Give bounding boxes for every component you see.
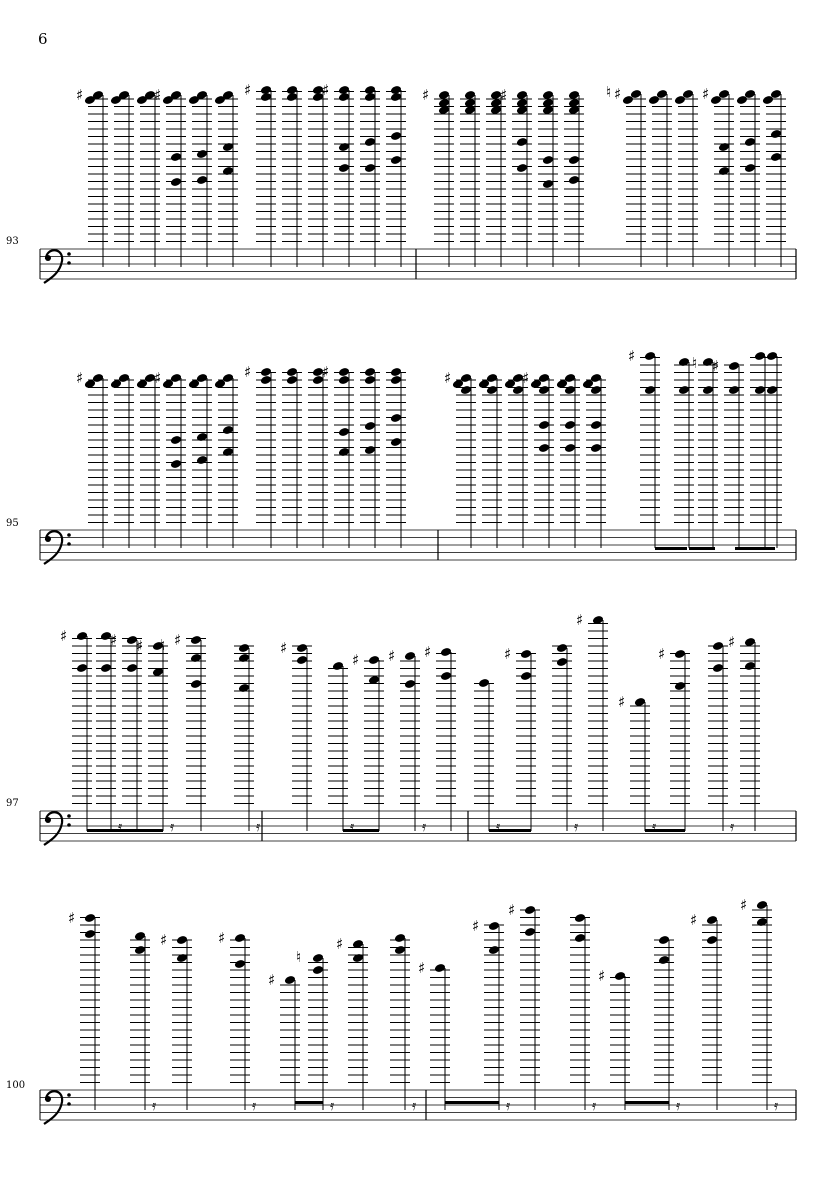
note-head (706, 935, 718, 945)
note-head (702, 385, 714, 395)
note-head (176, 935, 188, 945)
note-head (338, 375, 350, 385)
note-head (770, 152, 782, 162)
note-head (364, 367, 376, 377)
note-head (296, 643, 308, 653)
note-head (312, 965, 324, 975)
note-head (76, 663, 88, 673)
rest-icon: 𝄿 (256, 819, 261, 835)
note-head (364, 421, 376, 431)
sharp-icon: ♯ (268, 971, 276, 989)
beam (87, 829, 163, 832)
note-head (712, 663, 724, 673)
beam (655, 547, 687, 550)
note-head (364, 375, 376, 385)
note-head (564, 443, 576, 453)
rest-icon: 𝄿 (730, 819, 735, 835)
measure-number: 97 (6, 798, 19, 809)
sharp-icon: ♯ (728, 633, 736, 651)
note-head (520, 649, 532, 659)
beam (445, 1101, 499, 1104)
note-head (196, 455, 208, 465)
note-head (394, 945, 406, 955)
sharp-icon: ♯ (76, 86, 84, 104)
rest-icon: 𝄿 (574, 819, 579, 835)
note-head (404, 679, 416, 689)
sharp-icon: ♯ (690, 911, 698, 929)
sharp-icon: ♯ (576, 611, 584, 629)
sharp-icon: ♯ (418, 959, 426, 977)
note-head (76, 631, 88, 641)
note-head (126, 663, 138, 673)
rest-icon: 𝄿 (592, 1098, 597, 1114)
note-head (524, 927, 536, 937)
bass-clef-icon (67, 1093, 71, 1097)
note-head (284, 975, 296, 985)
note-head (644, 385, 656, 395)
note-head (190, 653, 202, 663)
note-head (170, 435, 182, 445)
note-head (196, 149, 208, 159)
bass-clef-icon (67, 542, 71, 546)
sharp-icon: ♯ (322, 363, 330, 381)
natural-icon: ♮ (692, 354, 698, 372)
sharp-icon: ♯ (174, 631, 182, 649)
note-head (234, 959, 246, 969)
note-head (368, 655, 380, 665)
note-head (170, 152, 182, 162)
sharp-icon: ♯ (352, 651, 360, 669)
note-head (364, 163, 376, 173)
note-head (556, 643, 568, 653)
note-head (712, 641, 724, 651)
note-head (728, 385, 740, 395)
rest-icon: 𝄿 (330, 1098, 335, 1114)
note-head (338, 447, 350, 457)
note-head (260, 367, 272, 377)
sharp-icon: ♯ (658, 645, 666, 663)
note-head (766, 385, 778, 395)
note-head (644, 351, 656, 361)
note-head (190, 635, 202, 645)
bass-clef-icon (67, 533, 71, 537)
bass-clef-icon (44, 812, 62, 845)
rest-icon: 𝄿 (118, 819, 123, 835)
note-head (754, 351, 766, 361)
beam (689, 547, 715, 550)
note-head (238, 653, 250, 663)
note-head (440, 647, 452, 657)
rest-icon: 𝄿 (422, 819, 427, 835)
sharp-icon: ♯ (154, 369, 162, 387)
beam (625, 1101, 669, 1104)
note-head (460, 385, 472, 395)
note-head (478, 678, 490, 688)
sharp-icon: ♯ (244, 81, 252, 99)
note-head (222, 447, 234, 457)
rest-icon: 𝄿 (152, 1098, 157, 1114)
bass-clef-icon (67, 261, 71, 265)
rest-icon: 𝄿 (652, 819, 657, 835)
sharp-icon: ♯ (522, 369, 530, 387)
note-head (568, 155, 580, 165)
note-head (260, 375, 272, 385)
sharp-icon: ♯ (500, 86, 508, 104)
note-head (364, 445, 376, 455)
note-head (754, 385, 766, 395)
note-head (312, 953, 324, 963)
note-head (390, 155, 402, 165)
bass-clef-icon (45, 536, 51, 542)
bass-clef-icon (44, 531, 62, 564)
sharp-icon: ♯ (740, 896, 748, 914)
note-head (568, 175, 580, 185)
sharp-icon: ♯ (628, 347, 636, 365)
note-head (238, 643, 250, 653)
note-head (190, 679, 202, 689)
note-head (170, 459, 182, 469)
bass-clef-icon (45, 817, 51, 823)
note-head (404, 651, 416, 661)
note-head (170, 177, 182, 187)
note-head (564, 385, 576, 395)
note-head (338, 427, 350, 437)
note-head (364, 92, 376, 102)
note-head (338, 142, 350, 152)
note-head (756, 900, 768, 910)
note-head (574, 913, 586, 923)
bass-clef-icon (45, 255, 51, 261)
page-number: 6 (38, 30, 48, 48)
sharp-icon: ♯ (280, 639, 288, 657)
note-head (542, 155, 554, 165)
sharp-icon: ♯ (712, 357, 720, 375)
sharp-icon: ♯ (336, 935, 344, 953)
note-head (390, 375, 402, 385)
note-head (538, 420, 550, 430)
rest-icon: 𝄿 (350, 819, 355, 835)
note-head (590, 385, 602, 395)
note-head (338, 163, 350, 173)
sharp-icon: ♯ (68, 909, 76, 927)
note-head (390, 92, 402, 102)
bass-clef-icon (67, 814, 71, 818)
note-head (488, 921, 500, 931)
rest-icon: 𝄿 (506, 1098, 511, 1114)
note-head (658, 935, 670, 945)
bass-clef-icon (67, 1102, 71, 1106)
note-head (516, 163, 528, 173)
note-head (196, 175, 208, 185)
note-head (234, 933, 246, 943)
note-head (222, 166, 234, 176)
note-head (678, 385, 690, 395)
rest-icon: 𝄿 (774, 1098, 779, 1114)
note-head (744, 163, 756, 173)
sharp-icon: ♯ (614, 85, 622, 103)
note-head (196, 432, 208, 442)
natural-icon: ♮ (606, 83, 612, 101)
note-head (678, 357, 690, 367)
sharp-icon: ♯ (244, 363, 252, 381)
note-head (352, 953, 364, 963)
note-head (390, 413, 402, 423)
sharp-icon: ♯ (218, 929, 226, 947)
sharp-icon: ♯ (110, 631, 118, 649)
note-head (286, 92, 298, 102)
note-head (134, 945, 146, 955)
note-head (524, 905, 536, 915)
note-head (488, 945, 500, 955)
beam (295, 1101, 323, 1104)
note-head (744, 137, 756, 147)
note-head (390, 437, 402, 447)
note-head (744, 661, 756, 671)
note-head (238, 683, 250, 693)
sharp-icon: ♯ (422, 86, 430, 104)
note-head (574, 933, 586, 943)
note-head (222, 425, 234, 435)
note-head (516, 137, 528, 147)
sharp-icon: ♯ (598, 967, 606, 985)
sharp-icon: ♯ (702, 85, 710, 103)
note-head (770, 129, 782, 139)
sharp-icon: ♯ (322, 81, 330, 99)
note-head (718, 166, 730, 176)
sharp-icon: ♯ (160, 931, 168, 949)
measure-number: 100 (6, 1080, 26, 1091)
note-head (766, 351, 778, 361)
note-head (286, 367, 298, 377)
sharp-icon: ♯ (618, 693, 626, 711)
note-head (590, 420, 602, 430)
bass-clef-icon (45, 1096, 51, 1102)
sharp-icon: ♯ (444, 369, 452, 387)
beam (343, 829, 379, 832)
sharp-icon: ♯ (388, 647, 396, 665)
measure-number: 95 (6, 518, 19, 529)
beam (645, 829, 685, 832)
rest-icon: 𝄿 (170, 819, 175, 835)
note-head (542, 179, 554, 189)
bass-clef-icon (67, 252, 71, 256)
note-head (556, 657, 568, 667)
natural-icon: ♮ (160, 636, 166, 654)
sharp-icon: ♯ (472, 917, 480, 935)
note-head (84, 913, 96, 923)
beam (735, 547, 775, 550)
rest-icon: 𝄿 (412, 1098, 417, 1114)
sharp-icon: ♯ (504, 645, 512, 663)
note-head (440, 671, 452, 681)
note-head (718, 142, 730, 152)
bass-clef-icon (44, 1091, 62, 1124)
note-head (756, 917, 768, 927)
note-head (706, 915, 718, 925)
rest-icon: 𝄿 (252, 1098, 257, 1114)
bass-clef-icon (44, 250, 62, 283)
note-head (486, 385, 498, 395)
note-head (658, 955, 670, 965)
note-head (394, 933, 406, 943)
note-head (286, 375, 298, 385)
note-head (260, 92, 272, 102)
note-head (338, 92, 350, 102)
note-head (332, 661, 344, 671)
sharp-icon: ♯ (154, 86, 162, 104)
natural-icon: ♮ (296, 948, 302, 966)
note-head (674, 649, 686, 659)
bass-clef-icon (67, 823, 71, 827)
note-head (590, 443, 602, 453)
note-head (100, 663, 112, 673)
note-head (728, 361, 740, 371)
sharp-icon: ♯ (508, 901, 516, 919)
sharp-icon: ♯ (136, 637, 144, 655)
sharp-icon: ♯ (76, 369, 84, 387)
note-head (390, 367, 402, 377)
note-head (390, 131, 402, 141)
note-head (520, 671, 532, 681)
rest-icon: 𝄿 (496, 819, 501, 835)
note-head (538, 385, 550, 395)
note-head (176, 953, 188, 963)
measure-number: 93 (6, 236, 19, 247)
note-head (84, 929, 96, 939)
note-head (222, 142, 234, 152)
note-head (564, 420, 576, 430)
note-head (434, 963, 446, 973)
sharp-icon: ♯ (60, 627, 68, 645)
rest-icon: 𝄿 (676, 1098, 681, 1114)
note-head (296, 655, 308, 665)
note-head (364, 137, 376, 147)
sharp-icon: ♯ (424, 643, 432, 661)
note-head (614, 971, 626, 981)
note-head (338, 367, 350, 377)
note-head (538, 443, 550, 453)
note-head (674, 681, 686, 691)
